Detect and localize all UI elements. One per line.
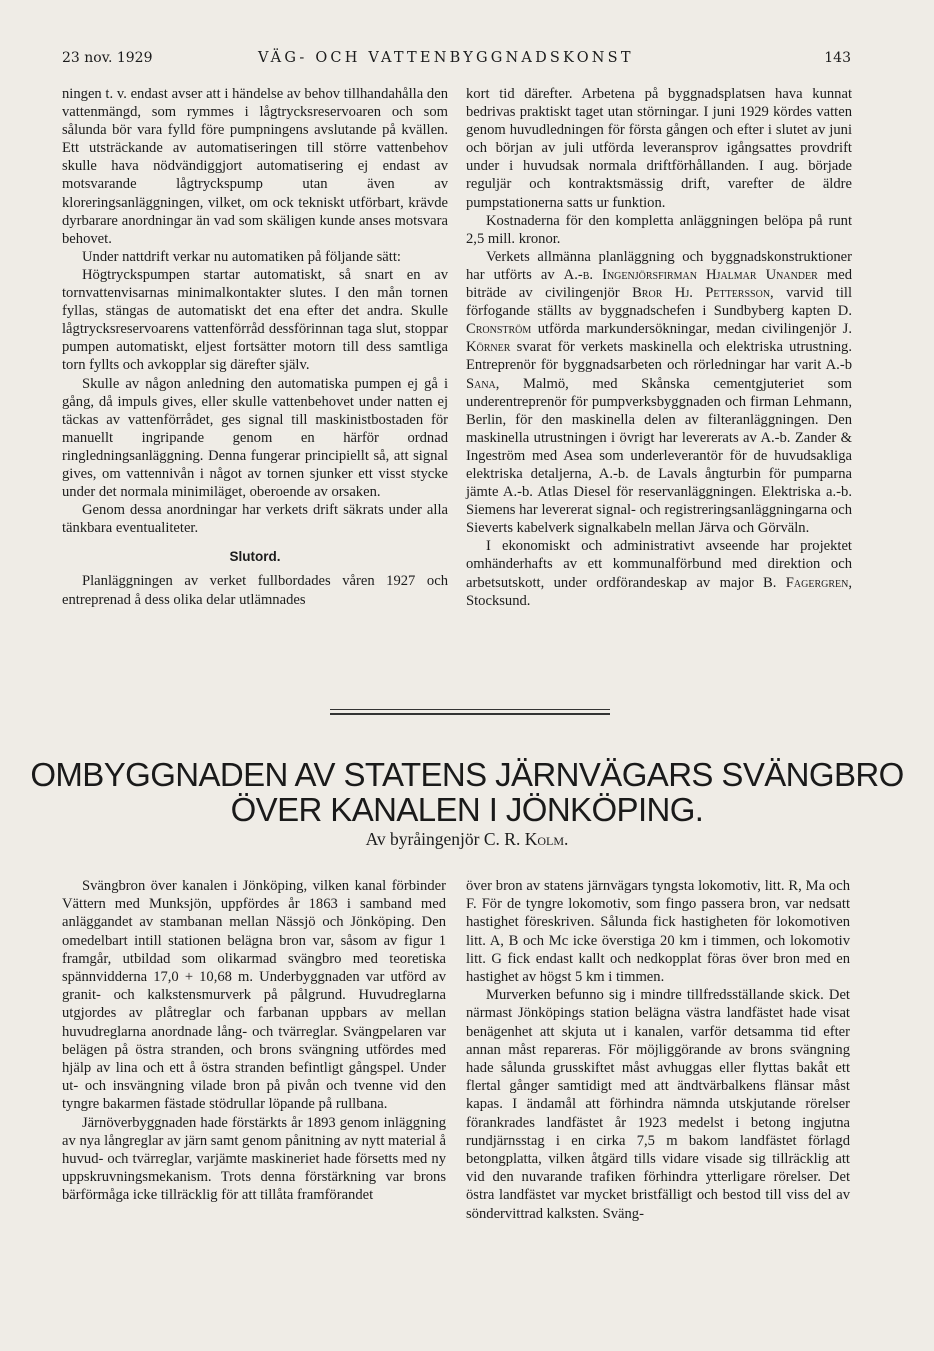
paragraph bbox=[466, 537, 852, 609]
paragraph: Genom dessa anordningar har verkets drift säkrats under alla tänkbara eventualiteter. bbox=[62, 502, 448, 537]
text-run: , Malmö, med Skånska cementgjuteriet som underentreprenör för pumpverksbyggnaden och firman Lehmann, Berlin, för den maskinella delen av filteranläggningen. Den maskinella utrustningen i övrigt har levererats av A.-b. Zander & Ingeström med Asea som underleverantör för de huvudsakliga elektriska detaljerna, A.-b. de Lavals ångturbin för pumparna jämte A.-b. Atlas Diesel för reservanläggningen. Elektriska a.-b. Siemens har levererat signal- och registreringsanläggningarna och Sieverts kabelverk signalkabeln mellan Järva och Görväln. bbox=[466, 375, 852, 537]
paragraph: Skulle av någon anledning den automatiska pumpen ej gå i gång, då impuls gives, eller skulle vattenbehovet under natten ej täckas av vattenförrådet, ges signal till maskinistbostaden för manuellt ingripande genom en härför ordnad ringledningsanläggning. Denna fungerar principiellt så, att signal gives, om vattennivån i något av tornen sjunker ett visst stycke under det normala minimiläget, oberoende av orsaken. bbox=[62, 375, 448, 501]
text-run: , varvid till förfogande ställts av byggnadschefen i Sundbyberg kapten D. bbox=[466, 285, 852, 320]
text-run: I ekonomiskt och administrativt avseende har projektet omhänderhafts av ett kommunalförbund med direktion och arbetsutskott, under ordförandeskap av major B. bbox=[466, 538, 852, 591]
top-right-column bbox=[466, 85, 852, 610]
paragraph: Högtryckspumpen startar automatiskt, så snart en av tornvattenvisarnas minimalkontakter slutes. I den mån tornen fyllas, stängas de automatiskt det ena efter det andra. Skulle lågtrycksreservoarens vattenförråd dessförinnan taga slut, stoppar pumpen automatiskt, eljest fortsätter motorn till dess samtliga torn fyllts och avkopplar sig därefter själv. bbox=[62, 266, 448, 374]
header-page-number: 143 bbox=[824, 50, 851, 66]
paragraph: kort tid därefter. Arbetena på byggnadsplatsen hava kunnat bedrivas praktiskt taget utan störningar. I juni 1929 kördes vatten genom huvudledningen för första gången och efter i slutet av juni och början av juli utförda leveransprov igångsattes provdrift under i huvudsak normala driftförhållanden. I aug. började reguljär och kontraktsmässig drift, varefter de äldre pumpstationerna satts ur funktion. bbox=[466, 86, 852, 211]
paragraph: ningen t. v. endast avser att i händelse av behov tillhandahålla den vattenmängd, som rymmes i lågtrycksreservoaren och som sålunda bör vara fylld före pumpningens avslutande på kvällen. Ett utsträckande av automatiseringen till större vattenbehov skulle hava nödvändiggjort automatisering ej endast av motsvarande lågtryckspump utan även av kloreringsanläggningen, vilket, om ock tekniskt utförbart, krävde dyrbarare anordningar än vad som skäligen kunde anses motsvara behovet. bbox=[62, 86, 448, 247]
divider bbox=[330, 713, 610, 715]
header-date: 23 nov. 1929 bbox=[62, 50, 153, 66]
bottom-left-column bbox=[62, 877, 446, 1205]
text-run: med biträde av civilingenjör bbox=[466, 266, 852, 302]
paragraph: Planläggningen av verket fullbordades våren 1927 och entreprenad å dess olika delar utlämnades bbox=[62, 573, 448, 608]
paragraph bbox=[466, 248, 852, 538]
text-run: svarat för verkets maskinella och elektriska utrustning. Entreprenör för byggnadsarbeten och rörledningar har varit A.-b bbox=[466, 339, 852, 374]
person-name: Fagergren bbox=[785, 574, 849, 591]
header-journal-title: VÄG- OCH VATTENBYGGNADSKONST bbox=[258, 50, 634, 66]
person-name: Bror Hj. Pettersson bbox=[632, 285, 771, 302]
text-run: Verkets allmänna planläggning och byggnadskonstruktioner har utförts av bbox=[466, 248, 852, 283]
author-name: Kolm. bbox=[524, 829, 569, 849]
person-name: Körner bbox=[466, 339, 511, 356]
paragraph: Svängbron över kanalen i Jönköping, vilken kanal förbinder Vättern med Munksjön, uppfördes år 1863 i samband med anläggandet av stambanan mellan Nässjö och Jönköping. Den omedelbart intill stationen belägna bron var, såsom av figur 1 framgår, utbildad som olikarmad svängbro med teoretiska spännvidderna 17,0 + 10,68 m. Underbyggnaden var utförd av granit- och kalkstensmurverk på pålgrund. Huvudreglarna utgjordes av plåtreglar och farbanan uppbars av mellan huvudreglarna anordnade lång- och tvärreglar. Svängpelaren var belägen på östra stranden, och brons svängning utfördes med hjälp av lina och ett å östra stranden befintligt gångspel. Under ut- och insvängning vilade bron på pivån och tvenne vid den tyngre bakarmen fästade stödrullar löpande på rullbana. bbox=[62, 878, 446, 1113]
paragraph: Murverken befunno sig i mindre tillfredsställande skick. Det närmast Jönköpings station belägna västra landfästet hade visat benägenhet att skjuta ut i kanalen, varför detsamma tid efter annan måst repareras. För möjliggörande av brons svängning hade sålunda grusskiftet måst avhuggas eller flyttas bakåt ett flertal gånger samtidigt med att ändtvärbalkens flänsar måst kapas. I ändamål att förhindra nämnda utskjutande rörelser förankrades landfästet år 1923 medelst i betong ingjutna rundjärnsstag i en cirka 7,5 m bakom landfästet förlagd betongplatta, vilken åtgärd tills vidare visade sig tillräcklig att vid den nuvarande trafiken förhindra ytterligare rörelser. Det östra landfästet var mycket bristfälligt och bestod till viss del av söndervittrad kalksten. Sväng- bbox=[466, 987, 850, 1222]
paragraph: Kostnaderna för den kompletta anläggningen belöpa på runt 2,5 mill. kronor. bbox=[466, 212, 852, 247]
paragraph: Under nattdrift verkar nu automatiken på följande sätt: bbox=[82, 248, 401, 265]
text-run: , Stocksund. bbox=[466, 574, 852, 609]
divider bbox=[330, 709, 610, 710]
company-name: Sana bbox=[466, 375, 496, 392]
section-heading: Slutord. bbox=[229, 549, 281, 565]
text-run: utförda markundersökningar, medan civilingenjör J. bbox=[531, 321, 852, 338]
person-name: Cronström bbox=[466, 321, 532, 338]
company-name: A.-b. Ingenjörsfirman Hjalmar Unander bbox=[563, 266, 818, 283]
article-byline bbox=[0, 829, 934, 850]
paragraph: över bron av statens järnvägars tyngsta lokomotiv, litt. R, Ma och F. För de tyngre lokomotiv, som fingo passera bron, var nedsatt hastighet föreskriven. Sålunda fick hastigheten för lokomotiven litt. A, B och Mc icke överstiga 20 km i timmen, och lokomotiv litt. G fick endast kallt och nedkopplat föras över bron med en hastighet av högst 5 km i timmen. bbox=[466, 878, 850, 986]
byline-prefix: Av byråingenjör C. R. bbox=[365, 829, 525, 849]
top-left-column bbox=[62, 85, 448, 609]
paragraph: Järnöverbyggnaden hade förstärkts år 1893 genom inläggning av nya långreglar av järn samt genom pånitning av nytt material å huvud- och tvärreglar, varjämte maskineriet hade försetts med ny uppskruvningsmekanism. Trots denna förstärkning var brons bärförmåga icke tillräcklig för att tillåta framförandet bbox=[62, 1114, 446, 1204]
article-title-line-1: OMBYGGNADEN AV STATENS JÄRNVÄGARS SVÄNGBRO bbox=[30, 756, 904, 793]
article-title-line-2: ÖVER KANALEN I JÖNKÖPING. bbox=[230, 791, 704, 828]
bottom-right-column bbox=[466, 877, 850, 1223]
